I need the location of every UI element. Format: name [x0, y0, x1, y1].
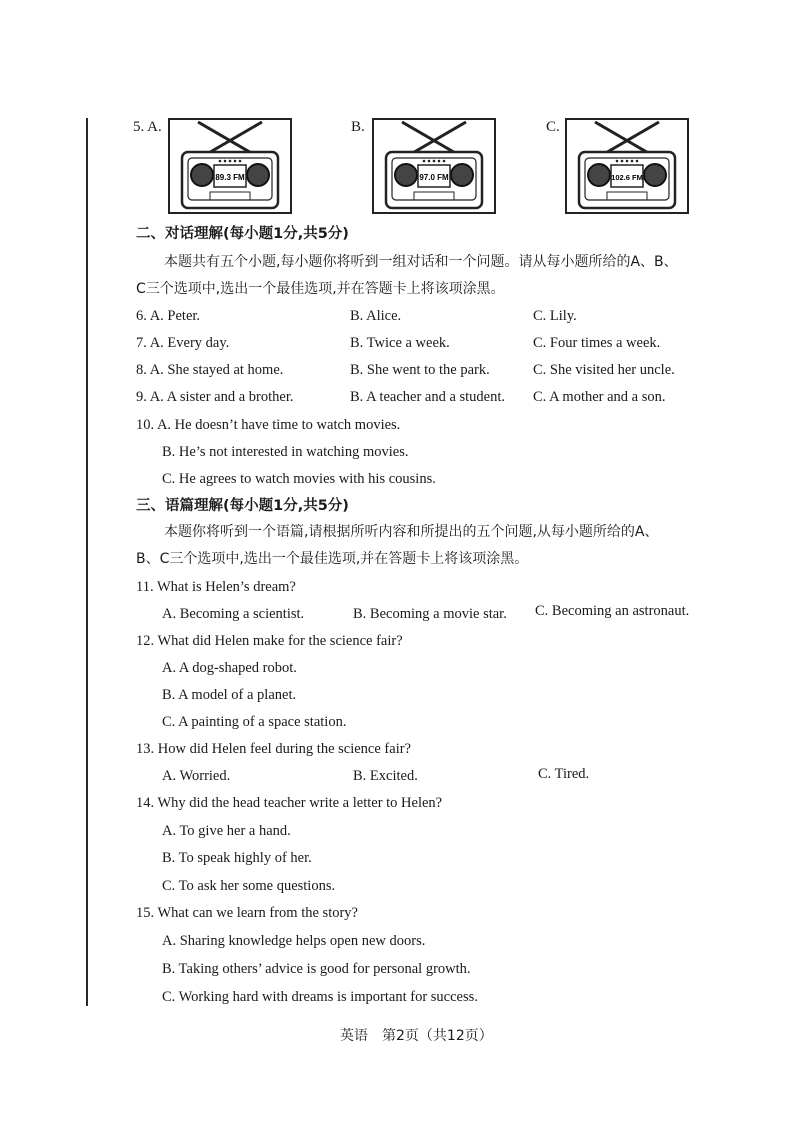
q5-option-b-freq: 97.0 FM [419, 173, 449, 182]
q6-option-a: 6. A. Peter. [136, 308, 201, 324]
q8-option-c: C. She visited her uncle. [533, 362, 675, 378]
q12-option-c: C. A painting of a space station. [162, 714, 347, 730]
page-footer: 英语 第2页（共12页） [340, 1028, 493, 1044]
q11-question: 11. What is Helen’s dream? [136, 579, 296, 595]
q5-option-a-freq: 89.3 FM [215, 173, 245, 182]
q9-option-c: C. A mother and a son. [533, 389, 666, 405]
q8-option-b: B. She went to the park. [350, 362, 490, 378]
q10-option-c: C. He agrees to watch movies with his cousins. [162, 471, 436, 487]
q15-question: 15. What can we learn from the story? [136, 905, 358, 921]
q12-option-a: A. A dog-shaped robot. [162, 660, 297, 676]
q14-option-c: C. To ask her some questions. [162, 878, 336, 894]
section-3-title: 三、语篇理解(每小题1分,共5分) [136, 498, 349, 514]
q14-option-a: A. To give her a hand. [162, 823, 291, 839]
radio-icon [374, 120, 494, 212]
q5-option-a-radio-image [168, 118, 292, 214]
q12-question: 12. What did Helen make for the science fair? [136, 633, 403, 649]
q7-option-b: B. Twice a week. [350, 335, 450, 351]
q5-option-c-radio-image [565, 118, 689, 214]
radio-icon [170, 120, 290, 212]
radio-icon [567, 120, 687, 212]
q15-option-b: B. Taking others’ advice is good for personal growth. [162, 961, 471, 977]
q11-option-a: A. Becoming a scientist. [162, 606, 305, 622]
q15-option-c: C. Working hard with dreams is important for success. [162, 989, 478, 1005]
section-3-instruction-line2: B、C三个选项中,选出一个最佳选项,并在答题卡上将该项涂黑。 [136, 551, 529, 567]
q5-number: 5. A. [133, 119, 162, 135]
q11-option-b: B. Becoming a movie star. [353, 606, 507, 622]
q13-option-a: A. Worried. [162, 768, 231, 784]
q7-option-c: C. Four times a week. [533, 335, 661, 351]
q10-option-a: 10. A. He doesn’t have time to watch movies. [136, 417, 401, 433]
section-2-instruction-line2: C三个选项中,选出一个最佳选项,并在答题卡上将该项涂黑。 [136, 281, 505, 297]
q5-option-c-freq: 102.6 FM [611, 173, 643, 182]
left-margin-line [86, 118, 88, 1006]
q15-option-a: A. Sharing knowledge helps open new doors. [162, 933, 426, 949]
q14-question: 14. Why did the head teacher write a letter to Helen? [136, 795, 443, 811]
section-2-instruction-line1: 本题共有五个小题,每小题你将听到一组对话和一个问题。请从每小题所给的A、B、 [164, 254, 678, 270]
q5-option-b-radio-image [372, 118, 496, 214]
q6-option-b: B. Alice. [350, 308, 402, 324]
q5-option-b-letter: B. [351, 119, 365, 135]
q13-option-b: B. Excited. [353, 768, 418, 784]
q13-option-c: C. Tired. [538, 766, 590, 782]
q9-option-a: 9. A. A sister and a brother. [136, 389, 294, 405]
q10-option-b: B. He’s not interested in watching movies. [162, 444, 409, 460]
q14-option-b: B. To speak highly of her. [162, 850, 312, 866]
section-3-instruction-line1: 本题你将听到一个语篇,请根据所听内容和所提出的五个问题,从每小题所给的A、 [164, 524, 659, 540]
section-2-title: 二、对话理解(每小题1分,共5分) [136, 226, 349, 242]
q9-option-b: B. A teacher and a student. [350, 389, 506, 405]
q12-option-b: B. A model of a planet. [162, 687, 297, 703]
q5-option-c-letter: C. [546, 119, 560, 135]
q13-question: 13. How did Helen feel during the science fair? [136, 741, 411, 757]
q8-option-a: 8. A. She stayed at home. [136, 362, 284, 378]
q7-option-a: 7. A. Every day. [136, 335, 230, 351]
q11-option-c: C. Becoming an astronaut. [535, 603, 690, 619]
q6-option-c: C. Lily. [533, 308, 577, 324]
